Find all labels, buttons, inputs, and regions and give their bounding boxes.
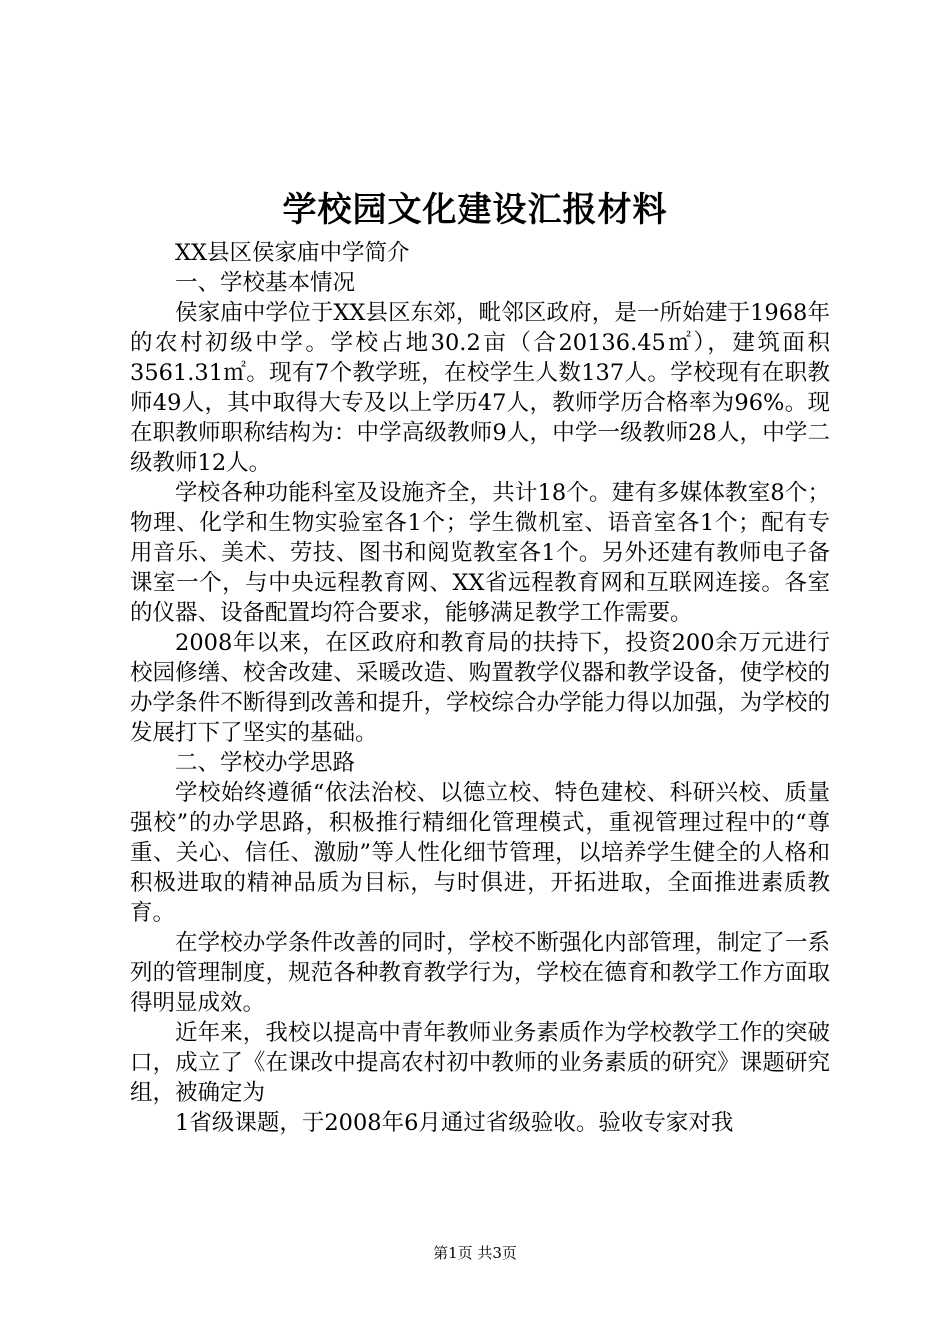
document-title: 学校园文化建设汇报材料 [282, 190, 668, 230]
paragraph: 在学校办学条件改善的同时，学校不断强化内部管理，制定了一系列的管理制度，规范各种教育教学行为，学校在德育和教学工作方面取得明显成效。 [130, 930, 830, 1016]
paragraph: 学校各种功能科室及设施齐全，共计18个。建有多媒体教室8个；物理、化学和生物实验室各1个；学生微机室、语音室各1个；配有专用音乐、美术、劳技、图书和阅览教室各1个。另外还建有教师电子备课室一个，与中央远程教育网、XX省远程教育网和互联网连接。各室的仪器、设备配置均符合要求，能够满足教学工作需要。 [130, 480, 830, 626]
paragraph: 学校始终遵循“依法治校、以德立校、特色建校、科研兴校、质量强校”的办学思路，积极推行精细化管理模式，重视管理过程中的“尊重、关心、信任、激励”等人性化细节管理，以培养学生健全的人格和积极进取的精神品质为目标，与时俱进，开拓进取，全面推进素质教育。 [130, 780, 830, 926]
paragraph: 2008年以来，在区政府和教育局的扶持下，投资200余万元进行校园修缮、校舍改建、采暖改造、购置教学仪器和教学设备，使学校的办学条件不断得到改善和提升，学校综合办学能力得以加强，为学校的发展打下了坚实的基础。 [130, 630, 830, 746]
paragraph: 侯家庙中学位于XX县区东郊，毗邻区政府，是一所始建于1968年的农村初级中学。学校占地30.2亩（合20136.45㎡），建筑面积3561.31㎡。现有7个教学班，在校学生人数137人。学校现有在职教师49人，其中取得大专及以上学历47人，教师学历合格率为96%。现在职教师职称结构为：中学高级教师9人，中学一级教师28人，中学二级教师12人。 [130, 300, 830, 476]
page-number-footer: 第1页 共3页 [433, 1244, 517, 1262]
paragraph: 近年来，我校以提高中青年教师业务素质作为学校教学工作的突破口，成立了《在课改中提高农村初中教师的业务素质的研究》课题研究组，被确定为 [130, 1020, 830, 1106]
section-heading-school-philosophy: 二、学校办学思路 [175, 750, 356, 776]
section-heading-basic-info: 一、学校基本情况 [175, 270, 356, 296]
paragraph-school-intro: XX县区侯家庙中学简介 [175, 240, 410, 266]
paragraph: 1省级课题，于2008年6月通过省级验收。验收专家对我 [175, 1110, 734, 1136]
document-body [130, 238, 830, 1138]
